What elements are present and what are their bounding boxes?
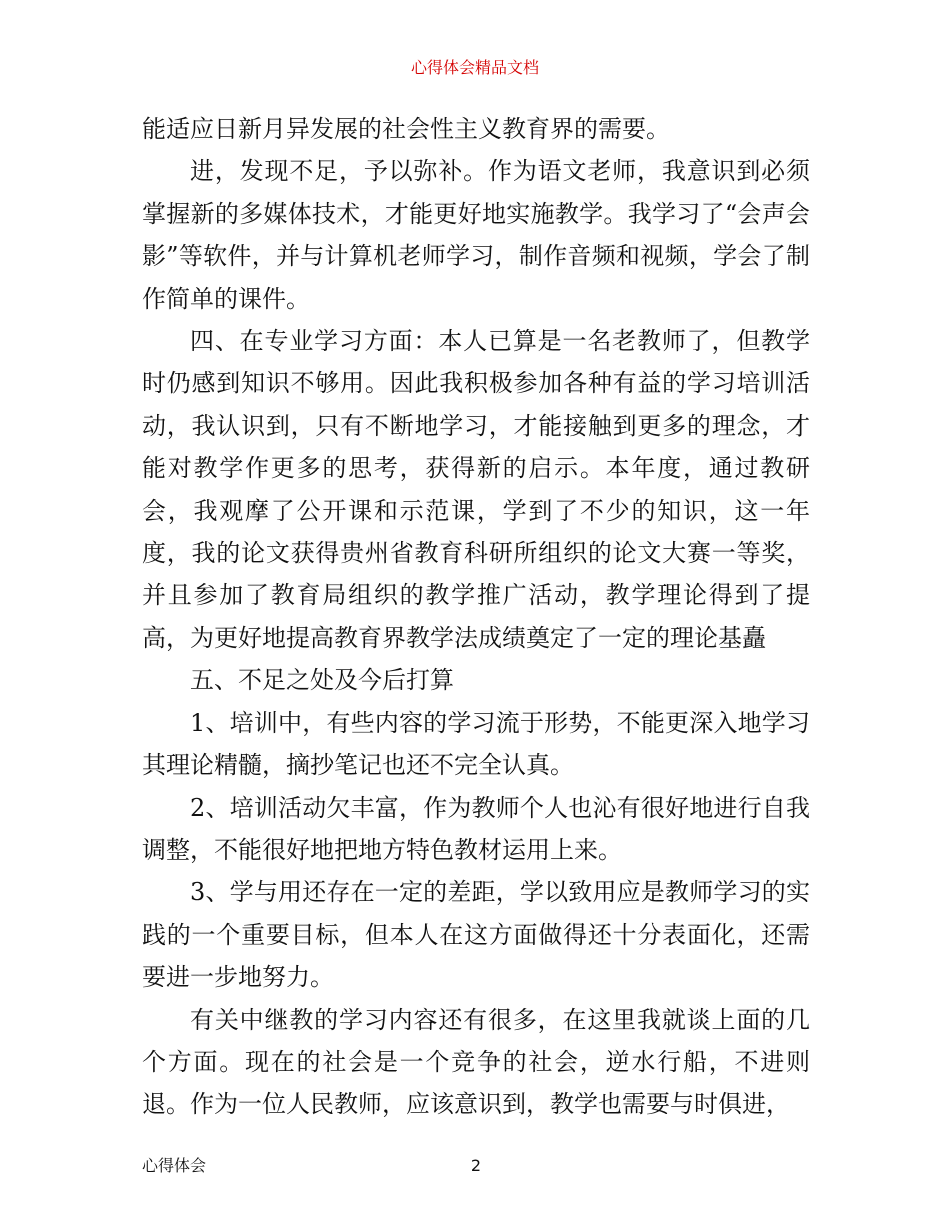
paragraph-2: 进，发现不足，予以弥补。作为语文老师，我意识到必须掌握新的多媒体技术，才能更好地实施教学。我学习了“会声会影”等软件，并与计算机老师学习，制作音频和视频，学会了制作简单的课件。 [142,157,810,313]
paragraph-8: 有关中继教的学习内容还有很多，在这里我就谈上面的几个方面。现在的社会是一个竞争的社会，逆水行船，不进则退。作为一位人民教师，应该意识到，教学也需要与时俱进， [142,1005,810,1119]
paragraph-4: 五、不足之处及今后打算 [190,666,454,695]
paragraph-5: 1、培训中，有些内容的学习流于形势，不能更深入地学习其理论精髓，摘抄笔记也还不完全认真。 [142,708,810,780]
paragraph-7: 3、学与用还存在一定的差距，学以致用应是教师学习的实践的一个重要目标，但本人在这方面做得还十分表面化，还需要进一步地努力。 [142,878,810,992]
page-number: 2 [470,1156,482,1175]
page-footer-label: 心得体会 [142,1156,207,1175]
paragraph-6: 2、培训活动欠丰富，作为教师个人也沁有很好地进行自我调整，不能很好地把地方特色教材运用上来。 [142,793,810,864]
document-body [142,108,810,1126]
page-header-title: 心得体会精品文档 [410,58,539,77]
paragraph-3: 四、在专业学习方面：本人已算是一名老教师了，但教学时仍感到知识不够用。因此我积极参加各种有益的学习培训活动，我认识到，只有不断地学习，才能接触到更多的理念，才能对教学作更多的思考，获得新的启示。本年度，通过教研会，我观摩了公开课和示范课，学到了不少的知识，这一年度，我的论文获得贵州省教育科研所组织的论文大赛一等奖，并且参加了教育局组织的教学推广活动，教学理论得到了提高，为更好地提高教育界教学法成绩奠定了一定的理论基矗 [142,327,810,652]
paragraph-1: 能适应日新月异发展的社会性主义教育界的需要。 [142,115,670,143]
